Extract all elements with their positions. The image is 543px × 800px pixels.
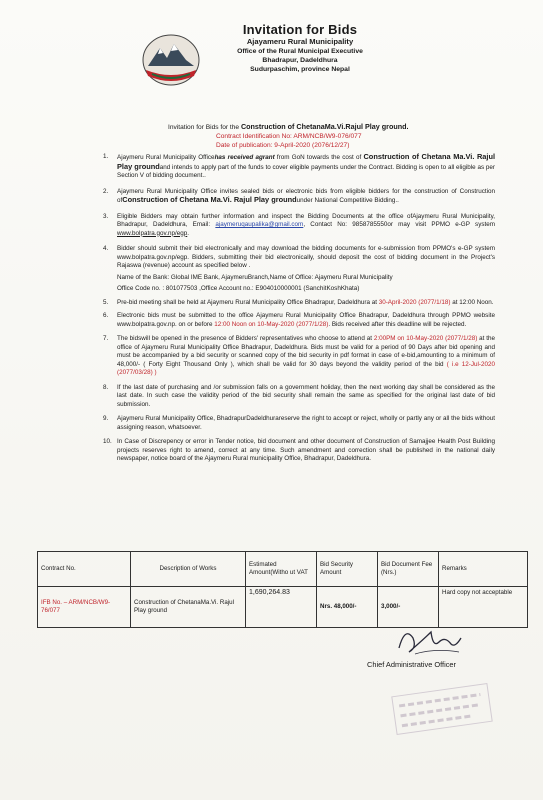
column-header: Contract No.: [38, 552, 131, 587]
list-item: 1. Ajaymeru Rural Municipality Officehas received agrant from GoN towards the cost of Construction of Chetana Ma.Vi. Rajul Play groundand intends to apply part of the funds to cover eligible payments under the Contract. Bidding is open to all eligible as per Section V of bidding document..: [103, 152, 496, 179]
list-item: 9. Ajaymeru Rural Municipality Office, BhadrapurDadeldhurareserve the right to accept or reject, wholly or partly any or all the bids without assigning reason, whatsoever.: [103, 415, 495, 431]
signatory-title: Chief Administrative Officer: [367, 660, 456, 669]
validity-date: ( i.e 12-Jul-2020 (2077/03/28) ): [117, 360, 495, 376]
opening-date: 2:00PM on 10-May-2020 (2077/1/28): [373, 335, 478, 342]
column-header: Remarks: [439, 552, 528, 587]
office-name: Office of the Rural Municipal Executive: [237, 48, 363, 55]
column-header: Bid Document Fee (Nrs.): [378, 552, 439, 587]
project-name: Construction of ChetanaMa.Vi.Rajul Play ground.: [240, 122, 409, 131]
subheader-prefix: Invitation for Bids for the: [168, 124, 241, 131]
list-item: 4. Bidder should submit their bid electronically and may download the bidding documents for e-submission from PPMO's e-GP system www.bolpatra.gov.np/egp. Bidders, submitting their bid electronically, should deposit the cost of bidding document in the Project's Rajaswa (revenue) account as specified below . Name of the Bank: Global IME Bank, AjaymeruBranch,Name of Office: Ajaymeru Rural Municipality Office Code no. : 801077503 ,Office Account no.: E904010000001 (SanchitKoshKhata): [103, 245, 495, 292]
prebid-date: 30-April-2020 (2077/1/18): [378, 298, 451, 306]
notice-title: Invitation for Bids: [242, 22, 358, 37]
list-item: 3. Eligible Bidders may obtain further information and inspect the Bidding Documents at the office ofAjaymeru Rural Municipality, Bhadrapur, Dadeldhura, Email: ajaymeruqaupalika@gmail.com, Contact No: 9858785550or may visit PPMO e-GP system www.bolpatra.gov.np/egp.: [103, 212, 495, 237]
security-cell: Nrs. 48,000/-: [317, 587, 378, 628]
list-item: 8. If the last date of purchasing and /or submission falls on a government holiday, then the next working day shall be considered as the last date. In such case the validity period of the bid security shall remain the same as specified for the original last date of bid submission.: [103, 383, 495, 408]
remarks-cell: Hard copy not acceptable: [439, 587, 528, 628]
municipality-name: Ajayameru Rural Municipality: [246, 37, 354, 46]
signature: [395, 618, 465, 660]
municipality-logo: [140, 30, 202, 88]
amount-cell: 1,690,264.83: [246, 587, 317, 628]
contract-id: Contract Identification No: ARM/NCB/W9-076/077: [216, 133, 362, 140]
column-header: Estimated Amount(Witho ut VAT: [246, 552, 317, 587]
letterhead: [200, 22, 400, 74]
column-header: Description of Works: [131, 552, 246, 587]
office-address: Bhadrapur, Dadeldhura: [262, 57, 338, 64]
contract-table: [37, 551, 528, 628]
table-header-row: [38, 552, 528, 587]
email-link[interactable]: ajaymeruqaupalika@gmail.com: [215, 221, 304, 228]
office-code: Office Code no. : 801077503 ,Office Account no.: E904010000001 (SanchitKoshKhata): [117, 285, 360, 292]
bank-details: Name of the Bank: Global IME Bank, AjaymeruBranch,Name of Office: Ajaymeru Rural Municipality: [117, 273, 393, 281]
submission-deadline: 12:00 Noon on 10-May-2020 (2077/1/28): [214, 320, 329, 328]
list-item: 2. Ajaymeru Rural Municipality Office invites sealed bids or electronic bids from eligible bidders for the construction of Construction ofConstruction of Chetana Ma.Vi. Rajul Play groundunder National Competitive Bidding..: [103, 187, 495, 204]
office-stamp: [390, 681, 495, 737]
list-item: 7. The bidswill be opened in the presence of Bidders' representatives who choose to attend at 2:00PM on 10-May-2020 (2077/1/28) at the office of Ajaymeru Rural Municipality Office Bhadrapur, Dadeldhura. Bids must be valid for a period of 90 Days after bid opening and must be accompanied by a bid security or scanned copy of the bid security in pdf format in case of e-bid,amounting to a minimum of 48,000/- ( Forty Eight Thousand Only ), which shall be valid for 30 days beyond the validity period of the bid ( i.e 12-Jul-2020 (2077/03/28) ): [103, 335, 496, 376]
list-item: 6. Electronic bids must be submitted to the office Ajaymeru Rural Municipality Office Bhadrapur, Dadeldhura through PPMO website www.bolpatra.gov.np. on or before 12:00 Noon on 10-May-2020 (2077/1/28). Bids received after this deadline will be rejected.: [103, 312, 495, 328]
ifb-subheader: [168, 122, 468, 150]
column-header: Bid Security Amount: [317, 552, 378, 587]
list-item: 10. In Case of Discrepency or error in Tender notice, bid document and other document of Construction of Samajjee Health Post Building projects reserves right to amend, correct at any time. Such amendment and correction shall be published in the national daily newspaper, notice board of the Ajaymeru Rural municipality Office, Bhadrapur, Dadeldhura.: [103, 438, 495, 462]
description-cell: Construction of ChetanaMa.Vi. Rajul Play ground: [131, 587, 246, 628]
publication-date: Date of publication: 9-April-2020 (2076/12/27): [216, 142, 350, 149]
fee-cell: 3,000/-: [378, 587, 439, 628]
contract-no-cell: IFB No. – ARM/NCB/W9-76/077: [38, 587, 131, 628]
list-item: 5. Pre-bid meeting shall be held at Ajaymeru Rural Municipality Office Bhadrapur, Dadeldhura at 30-April-2020 (2077/1/18) at 12:00 Noon.: [103, 298, 494, 306]
notice-items: [103, 153, 495, 464]
province: Sudurpaschim, province Nepal: [250, 66, 350, 73]
egp-link[interactable]: www.bolpatra.gov.np/egp: [117, 229, 188, 237]
